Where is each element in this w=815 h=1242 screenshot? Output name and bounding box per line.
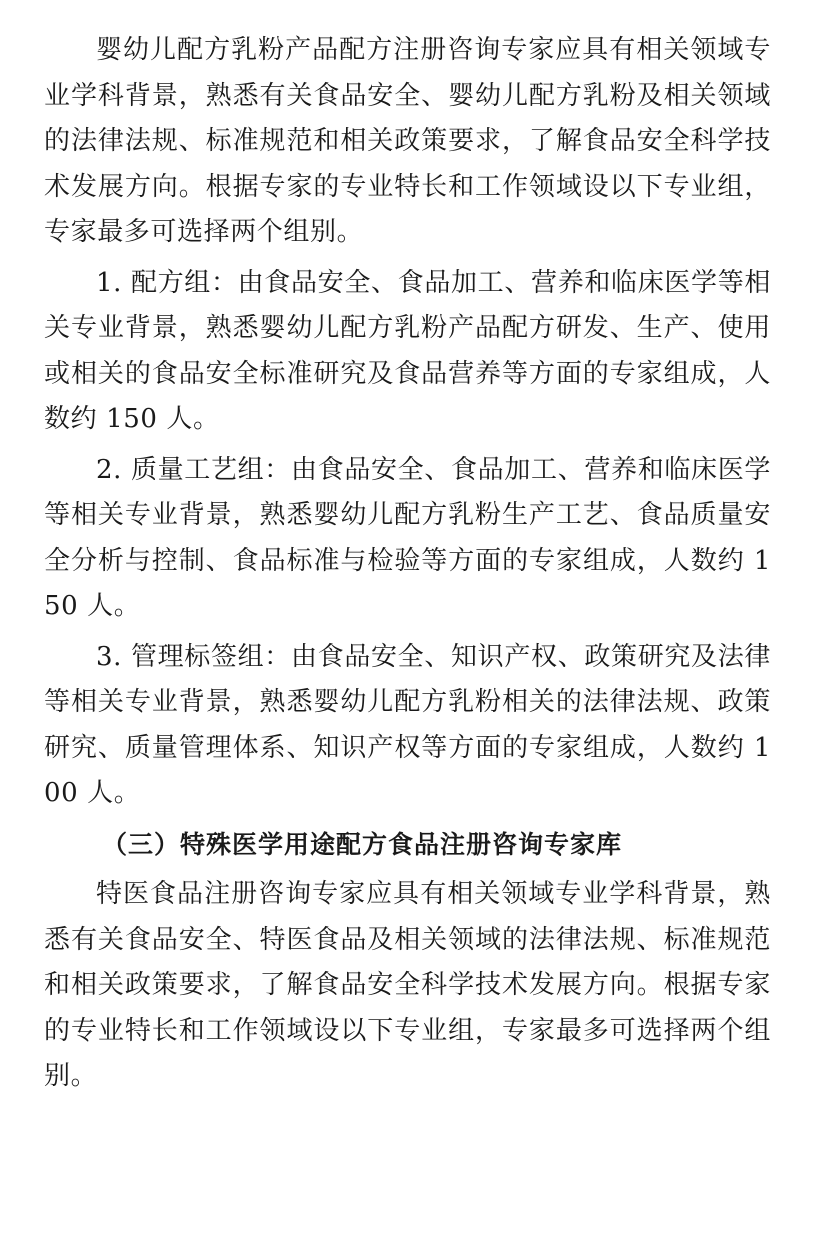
formula-group-paragraph: 1. 配方组：由食品安全、食品加工、营养和临床医学等相关专业背景，熟悉婴幼儿配方乳粉产品配方研发、生产、使用或相关的食品安全标准研究及食品营养等方面的专家组成，人数约 150 人。: [44, 267, 771, 434]
intro-paragraph: 婴幼儿配方乳粉产品配方注册咨询专家应具有相关领域专业学科背景，熟悉有关食品安全、婴幼儿配方乳粉及相关领域的法律法规、标准规范和相关政策要求，了解食品安全科学技术发展方向。根据专家的专业特长和工作领域设以下专业组，专家最多可选择两个组别。: [44, 35, 771, 247]
special-medical-food-paragraph: 特医食品注册咨询专家应具有相关领域专业学科背景，熟悉有关食品安全、特医食品及相关领域的法律法规、标准规范和相关政策要求，了解食品安全科学技术发展方向。根据专家的专业特长和工作领域设以下专业组，专家最多可选择两个组别。: [44, 879, 771, 1091]
quality-process-group-paragraph: 2. 质量工艺组：由食品安全、食品加工、营养和临床医学等相关专业背景，熟悉婴幼儿配方乳粉生产工艺、食品质量安全分析与控制、食品标准与检验等方面的专家组成，人数约 150 人。: [44, 454, 771, 621]
section-heading: （三）特殊医学用途配方食品注册咨询专家库: [102, 829, 623, 859]
management-label-group-paragraph: 3. 管理标签组：由食品安全、知识产权、政策研究及法律等相关专业背景，熟悉婴幼儿配方乳粉相关的法律法规、政策研究、质量管理体系、知识产权等方面的专家组成，人数约 100 人。: [44, 641, 771, 808]
document-page: [44, 28, 771, 1100]
